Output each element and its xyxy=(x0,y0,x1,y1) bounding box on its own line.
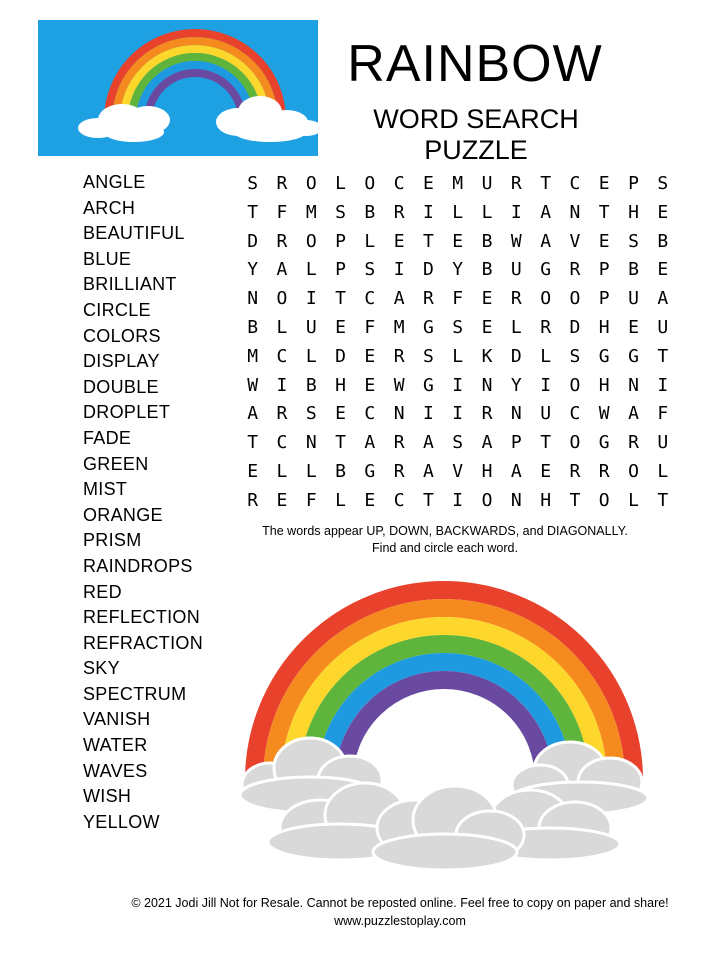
grid-letter[interactable]: I xyxy=(510,201,522,223)
grid-letter[interactable]: A xyxy=(481,432,493,454)
grid-letter[interactable]: T xyxy=(335,432,346,454)
grid-letter[interactable]: B xyxy=(481,259,493,281)
grid-letter[interactable]: I xyxy=(393,259,405,281)
grid-letter[interactable]: B xyxy=(364,201,376,223)
grid-letter[interactable]: S xyxy=(247,173,259,194)
grid-letter[interactable]: G xyxy=(423,374,434,396)
grid-letter[interactable]: C xyxy=(393,173,405,194)
footer xyxy=(90,894,710,930)
grid-letter[interactable]: N xyxy=(305,432,317,454)
grid-row xyxy=(238,228,677,257)
grid-letter[interactable]: A xyxy=(393,288,405,310)
grid-letter[interactable]: C xyxy=(569,403,581,425)
grid-letter[interactable]: R xyxy=(510,288,522,310)
grid-letter[interactable]: R xyxy=(393,201,405,223)
word-list-item: RAINDROPS xyxy=(83,555,193,576)
grid-letter[interactable]: A xyxy=(628,403,639,425)
grid-letter[interactable]: S xyxy=(657,173,669,194)
grid-letter[interactable]: I xyxy=(452,489,464,511)
grid-letter[interactable]: L xyxy=(335,173,346,194)
grid-letter[interactable]: O xyxy=(598,489,610,511)
grid-letter[interactable]: S xyxy=(423,345,434,367)
grid-letter[interactable]: R xyxy=(628,432,639,454)
grid-letter[interactable]: E xyxy=(481,316,493,338)
grid-letter[interactable]: W xyxy=(247,374,259,396)
grid-letter[interactable]: G xyxy=(598,432,610,454)
grid-letter[interactable]: O xyxy=(569,432,581,454)
grid-letter[interactable]: D xyxy=(569,316,581,338)
grid-letter[interactable]: T xyxy=(335,288,346,310)
grid-letter[interactable]: R xyxy=(276,173,288,194)
grid-letter[interactable]: A xyxy=(657,288,669,310)
header-banner xyxy=(38,20,318,156)
grid-letter[interactable]: L xyxy=(481,201,493,223)
grid-letter[interactable]: M xyxy=(393,316,405,338)
grid-letter[interactable]: L xyxy=(657,460,669,482)
grid-letter[interactable]: W xyxy=(598,403,610,425)
grid-letter[interactable]: T xyxy=(423,230,434,252)
grid-letter[interactable]: B xyxy=(305,374,317,396)
grid-letter[interactable]: U xyxy=(510,259,522,281)
grid-letter[interactable]: V xyxy=(452,460,464,482)
grid-letter[interactable]: A xyxy=(423,460,434,482)
grid-letter[interactable]: R xyxy=(481,403,493,425)
grid-letter[interactable]: U xyxy=(657,432,669,454)
grid-letter[interactable]: E xyxy=(335,316,346,338)
grid-letter[interactable]: S xyxy=(305,403,317,425)
grid-letter[interactable]: R xyxy=(276,403,288,425)
grid-letter[interactable]: H xyxy=(335,374,346,396)
grid-letter[interactable]: B xyxy=(335,460,346,482)
grid-letter[interactable]: F xyxy=(276,201,288,223)
grid-letter[interactable]: T xyxy=(540,432,552,454)
rainbow-illustration xyxy=(230,570,660,885)
grid-letter[interactable]: N xyxy=(510,403,522,425)
grid-letter[interactable]: L xyxy=(452,201,464,223)
grid-letter[interactable]: E xyxy=(364,489,376,511)
word-list-item: RED xyxy=(83,581,122,602)
grid-letter[interactable]: G xyxy=(364,460,376,482)
grid-letter[interactable]: L xyxy=(305,345,317,367)
grid-letter[interactable]: Y xyxy=(247,259,259,281)
grid-letter[interactable]: N xyxy=(569,201,581,223)
word-list-item: YELLOW xyxy=(83,811,160,832)
word-list-item: CIRCLE xyxy=(83,299,151,320)
word-list-item: DISPLAY xyxy=(83,351,160,372)
grid-letter[interactable]: A xyxy=(364,432,376,454)
grid-letter[interactable]: E xyxy=(335,403,346,425)
grid-letter[interactable]: P xyxy=(598,288,610,310)
grid-letter[interactable]: S xyxy=(452,432,464,454)
grid-letter[interactable]: F xyxy=(305,489,317,511)
grid-letter[interactable]: T xyxy=(657,345,669,367)
word-list-item: PRISM xyxy=(83,530,142,551)
grid-letter[interactable]: O xyxy=(276,288,288,310)
grid-letter[interactable]: O xyxy=(305,173,317,194)
grid-letter[interactable]: U xyxy=(628,288,639,310)
grid-letter[interactable]: I xyxy=(452,374,464,396)
grid-letter[interactable]: D xyxy=(510,345,522,367)
grid-letter[interactable]: V xyxy=(569,230,581,252)
word-list-item: COLORS xyxy=(83,325,161,346)
grid-letter[interactable]: L xyxy=(276,460,288,482)
word-list xyxy=(83,170,203,835)
grid-letter[interactable]: I xyxy=(540,374,552,396)
grid-letter[interactable]: L xyxy=(628,489,639,511)
word-list-item: VANISH xyxy=(83,709,151,730)
grid-letter[interactable]: L xyxy=(335,489,346,511)
word-list-item: FADE xyxy=(83,427,132,448)
grid-letter[interactable]: A xyxy=(276,259,288,281)
word-list-item: WAVES xyxy=(83,760,148,781)
grid-letter[interactable]: L xyxy=(305,259,317,281)
grid-letter[interactable]: I xyxy=(452,403,464,425)
grid-letter[interactable]: G xyxy=(598,345,610,367)
grid-letter[interactable]: E xyxy=(540,460,552,482)
page-subtitle: WORD SEARCH PUZZLE xyxy=(373,104,579,165)
instructions xyxy=(240,523,650,557)
grid-letter[interactable]: P xyxy=(335,259,346,281)
grid-letter[interactable]: E xyxy=(657,259,669,281)
grid-letter[interactable]: I xyxy=(423,403,434,425)
grid-letter[interactable]: E xyxy=(598,230,610,252)
page-title: RAINBOW xyxy=(347,35,603,93)
grid-letter[interactable]: L xyxy=(540,345,552,367)
grid-letter[interactable]: U xyxy=(305,316,317,338)
grid-letter[interactable]: O xyxy=(540,288,552,310)
grid-letter[interactable]: H xyxy=(598,374,610,396)
grid-letter[interactable]: P xyxy=(598,259,610,281)
grid-row xyxy=(238,314,677,343)
word-list-item: DROPLET xyxy=(83,402,171,423)
word-list-item: BRILLIANT xyxy=(83,274,177,295)
grid-letter[interactable]: R xyxy=(598,460,610,482)
grid-letter[interactable]: C xyxy=(364,403,376,425)
grid-letter[interactable]: G xyxy=(423,316,434,338)
grid-letter[interactable]: I xyxy=(657,374,669,396)
grid-letter[interactable]: R xyxy=(569,460,581,482)
grid-row xyxy=(238,487,677,516)
grid-letter[interactable]: I xyxy=(276,374,288,396)
grid-row xyxy=(238,429,677,458)
grid-letter[interactable]: E xyxy=(276,489,288,511)
grid-letter[interactable]: U xyxy=(481,173,493,194)
grid-letter[interactable]: L xyxy=(276,316,288,338)
grid-letter[interactable]: H xyxy=(540,489,552,511)
grid-letter[interactable]: T xyxy=(423,489,434,511)
grid-letter[interactable]: R xyxy=(423,288,434,310)
grid-letter[interactable]: C xyxy=(276,345,288,367)
grid-row xyxy=(238,170,677,199)
grid-letter[interactable]: N xyxy=(393,403,405,425)
grid-letter[interactable]: E xyxy=(247,460,259,482)
grid-letter[interactable]: C xyxy=(393,489,405,511)
banner-rainbow-illustration xyxy=(38,20,318,156)
grid-letter[interactable]: U xyxy=(540,403,552,425)
grid-letter[interactable]: Y xyxy=(452,259,464,281)
grid-letter[interactable]: K xyxy=(481,345,493,367)
grid-letter[interactable]: N xyxy=(481,374,493,396)
copyright-text: © 2021 Jodi Jill Not for Resale. Cannot be reposted online. Feel free to copy on paper and share! xyxy=(131,896,669,910)
grid-letter[interactable]: C xyxy=(276,432,288,454)
grid-row xyxy=(238,285,677,314)
grid-letter[interactable]: W xyxy=(393,374,405,396)
grid-letter[interactable]: T xyxy=(598,201,610,223)
grid-letter[interactable]: R xyxy=(393,432,405,454)
grid-letter[interactable]: P xyxy=(335,230,346,252)
grid-letter[interactable]: P xyxy=(628,173,639,194)
grid-letter[interactable]: M xyxy=(247,345,259,367)
grid-letter[interactable]: I xyxy=(423,201,434,223)
grid-row xyxy=(238,372,677,401)
word-list-item: GREEN xyxy=(83,453,149,474)
grid-letter[interactable]: L xyxy=(305,460,317,482)
grid-letter[interactable]: H xyxy=(628,201,639,223)
grid-letter[interactable]: S xyxy=(364,259,376,281)
grid-letter[interactable]: T xyxy=(247,432,259,454)
grid-letter[interactable]: R xyxy=(569,259,581,281)
word-list-item: REFRACTION xyxy=(83,632,203,653)
grid-letter[interactable]: G xyxy=(540,259,552,281)
grid-letter[interactable]: P xyxy=(510,432,522,454)
grid-letter[interactable]: E xyxy=(364,345,376,367)
word-list-item: ANGLE xyxy=(83,172,146,192)
grid-row xyxy=(238,256,677,285)
word-list-item: REFLECTION xyxy=(83,607,201,628)
grid-letter[interactable]: E xyxy=(628,316,639,338)
grid-row xyxy=(238,343,677,372)
word-list-item: DOUBLE xyxy=(83,376,159,397)
word-list-item: SPECTRUM xyxy=(83,683,187,704)
grid-letter[interactable]: S xyxy=(452,316,464,338)
grid-letter[interactable]: R xyxy=(393,460,405,482)
grid-letter[interactable]: E xyxy=(393,230,405,252)
grid-letter[interactable]: O xyxy=(481,489,493,511)
word-list-item: BLUE xyxy=(83,248,132,269)
grid-letter[interactable]: B xyxy=(247,316,259,338)
grid-letter[interactable]: M xyxy=(305,201,317,223)
grid-letter[interactable]: A xyxy=(540,201,552,223)
grid-row xyxy=(238,400,677,429)
grid-letter[interactable]: R xyxy=(393,345,405,367)
grid-letter[interactable]: B xyxy=(657,230,669,252)
grid-letter[interactable]: T xyxy=(247,201,259,223)
grid-row xyxy=(238,458,677,487)
grid-letter[interactable]: H xyxy=(481,460,493,482)
grid-letter[interactable]: S xyxy=(628,230,639,252)
word-list-item: BEAUTIFUL xyxy=(83,223,185,244)
grid-letter[interactable]: N xyxy=(628,374,639,396)
grid-letter[interactable]: E xyxy=(598,173,610,194)
grid-letter[interactable]: S xyxy=(569,345,581,367)
grid-letter[interactable]: G xyxy=(628,345,639,367)
grid-letter[interactable]: C xyxy=(569,173,581,194)
grid-letter[interactable]: O xyxy=(569,374,581,396)
grid-letter[interactable]: A xyxy=(540,230,552,252)
grid-letter[interactable]: D xyxy=(335,345,346,367)
grid-letter[interactable]: A xyxy=(423,432,434,454)
word-list-item: SKY xyxy=(83,658,120,679)
letter-grid xyxy=(238,170,677,516)
word-list-item: ARCH xyxy=(83,197,136,218)
grid-letter[interactable]: L xyxy=(510,316,522,338)
grid-letter[interactable]: T xyxy=(657,489,669,511)
grid-letter[interactable]: U xyxy=(657,316,669,338)
grid-letter[interactable]: L xyxy=(452,345,464,367)
grid-letter[interactable]: E xyxy=(452,230,464,252)
grid-letter[interactable]: L xyxy=(364,230,376,252)
website-text: www.puzzlestoplay.com xyxy=(334,914,466,928)
grid-letter[interactable]: D xyxy=(247,230,259,252)
grid-letter[interactable]: W xyxy=(510,230,522,252)
grid-letter[interactable]: N xyxy=(247,288,259,310)
grid-letter[interactable]: S xyxy=(335,201,346,223)
grid-letter[interactable]: F xyxy=(657,403,669,425)
grid-letter[interactable]: T xyxy=(569,489,581,511)
grid-letter[interactable]: O xyxy=(569,288,581,310)
word-list-item: MIST xyxy=(83,479,128,500)
grid-letter[interactable]: R xyxy=(510,173,522,194)
grid-letter[interactable]: I xyxy=(305,288,317,310)
grid-letter[interactable]: O xyxy=(305,230,317,252)
grid-letter[interactable]: M xyxy=(452,173,464,194)
grid-letter[interactable]: C xyxy=(364,288,376,310)
grid-row xyxy=(238,199,677,228)
grid-letter[interactable]: B xyxy=(481,230,493,252)
grid-letter[interactable]: R xyxy=(540,316,552,338)
grid-letter[interactable]: O xyxy=(364,173,376,194)
grid-letter[interactable]: B xyxy=(628,259,639,281)
grid-letter[interactable]: D xyxy=(423,259,434,281)
word-list-item: ORANGE xyxy=(83,504,163,525)
grid-letter[interactable]: E xyxy=(481,288,493,310)
instructions-line-1: The words appear UP, DOWN, BACKWARDS, and DIAGONALLY. xyxy=(262,524,628,538)
grid-letter[interactable]: E xyxy=(364,374,376,396)
word-list-item: WISH xyxy=(83,786,132,807)
grid-letter[interactable]: O xyxy=(628,460,639,482)
grid-letter[interactable]: A xyxy=(247,403,259,425)
grid-letter[interactable]: E xyxy=(423,173,434,194)
grid-letter[interactable]: E xyxy=(657,201,669,223)
grid-letter[interactable]: R xyxy=(276,230,288,252)
word-list-item: WATER xyxy=(83,735,148,756)
grid-letter[interactable]: F xyxy=(364,316,376,338)
grid-letter[interactable]: N xyxy=(510,489,522,511)
instructions-line-2: Find and circle each word. xyxy=(372,541,518,555)
grid-letter[interactable]: H xyxy=(598,316,610,338)
grid-letter[interactable]: R xyxy=(247,489,259,511)
grid-letter[interactable]: T xyxy=(540,173,552,194)
grid-letter[interactable]: A xyxy=(510,460,522,482)
grid-letter[interactable]: Y xyxy=(510,374,522,396)
grid-letter[interactable]: F xyxy=(452,288,464,310)
